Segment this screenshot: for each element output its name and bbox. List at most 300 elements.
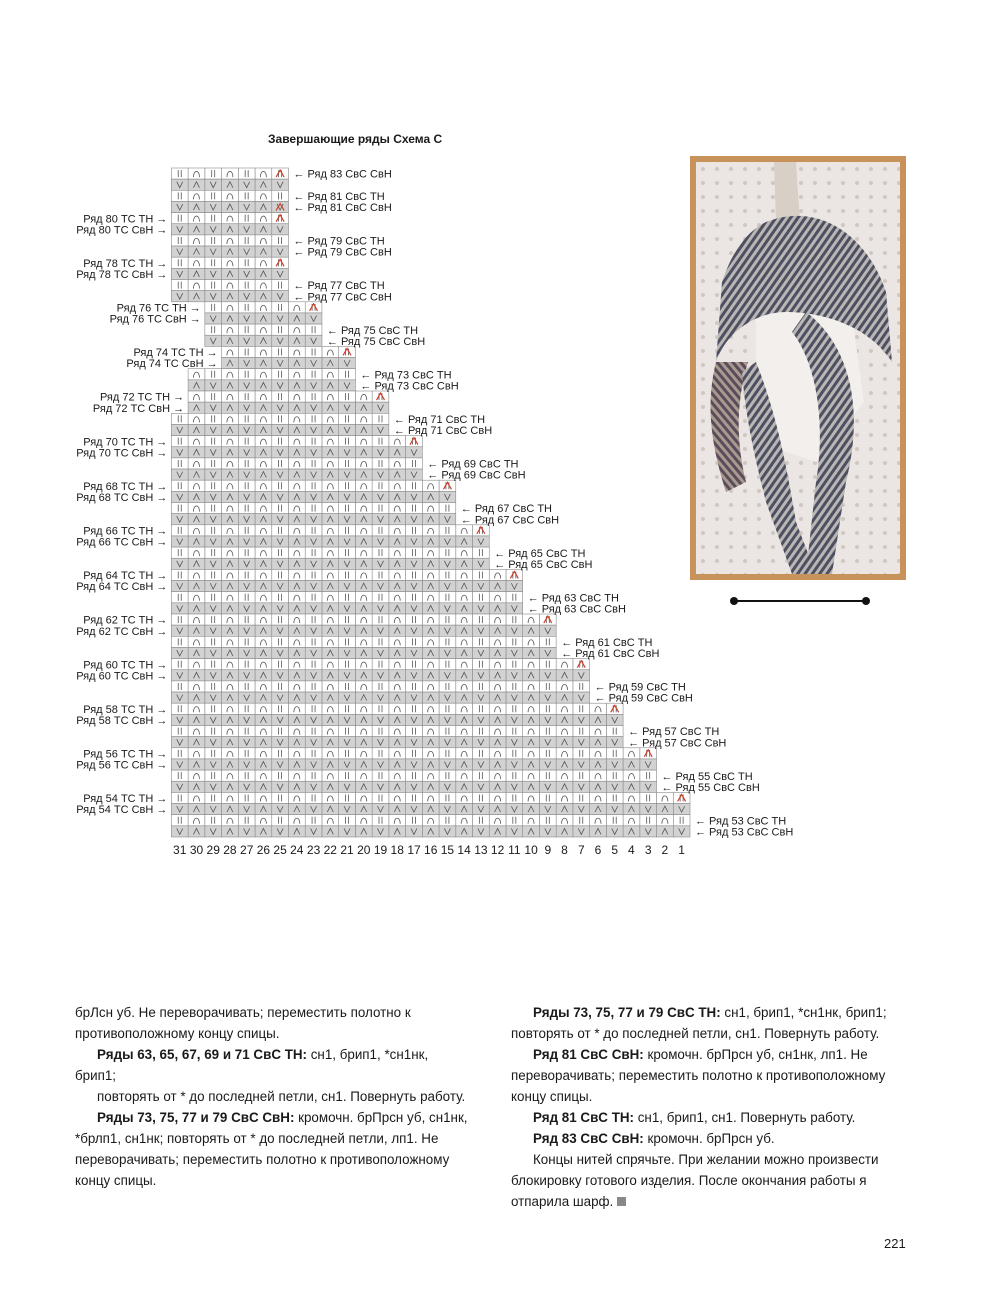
chart-cell	[322, 491, 339, 502]
chart-cell	[339, 748, 356, 759]
chart-cell	[305, 547, 322, 558]
chart-cell	[171, 213, 188, 224]
chart-cell	[539, 737, 556, 748]
chart-cell	[222, 703, 239, 714]
chart-cell	[539, 659, 556, 670]
chart-cell	[355, 458, 372, 469]
chart-cell	[222, 324, 239, 335]
chart-cell	[205, 469, 222, 480]
chart-cell	[523, 748, 540, 759]
row-label-right: ← Ряд 75 СвС ТН	[326, 324, 419, 337]
chart-cell	[305, 581, 322, 592]
chart-cell	[188, 168, 205, 179]
chart-cell	[171, 201, 188, 212]
chart-cell	[489, 714, 506, 725]
chart-cell	[456, 703, 473, 714]
chart-cell	[523, 681, 540, 692]
chart-cell	[422, 726, 439, 737]
chart-cell	[556, 826, 573, 837]
chart-cell	[188, 636, 205, 647]
chart-cell	[640, 792, 657, 803]
chart-cell	[238, 369, 255, 380]
chart-cell	[272, 224, 289, 235]
row-label-left: Ряд 76 ТС СвН →	[109, 313, 201, 326]
row-label-left: Ряд 58 ТС ТН →	[83, 703, 168, 716]
row-label-right: ← Ряд 55 СвС СвН	[661, 781, 760, 794]
chart-cell	[305, 358, 322, 369]
chart-cell	[255, 358, 272, 369]
chart-cell	[339, 358, 356, 369]
measurement-bar	[734, 600, 866, 602]
chart-cell	[355, 826, 372, 837]
chart-cell	[205, 514, 222, 525]
chart-cell	[255, 469, 272, 480]
chart-cell	[238, 770, 255, 781]
chart-cell	[222, 313, 239, 324]
chart-cell	[355, 536, 372, 547]
chart-cell	[556, 703, 573, 714]
chart-cell	[238, 201, 255, 212]
chart-cell	[188, 491, 205, 502]
row-label-right: ← Ряд 57 СвС ТН	[628, 726, 720, 739]
chart-cell	[322, 792, 339, 803]
chart-cell	[389, 770, 406, 781]
measurement-endpoint-left	[730, 597, 738, 605]
chart-cell	[272, 625, 289, 636]
row-label-left: Ряд 72 ТС СвН →	[92, 402, 185, 415]
chart-cell	[171, 257, 188, 268]
chart-cell	[272, 659, 289, 670]
chart-cell	[355, 480, 372, 491]
chart-cell	[539, 826, 556, 837]
chart-cell	[523, 726, 540, 737]
chart-cell	[523, 759, 540, 770]
chart-cell	[255, 391, 272, 402]
chart-cell	[473, 670, 490, 681]
chart-cell	[322, 380, 339, 391]
chart-cell	[222, 190, 239, 201]
chart-cell	[473, 536, 490, 547]
chart-cell	[372, 547, 389, 558]
chart-cell	[406, 647, 423, 658]
chart-cell	[355, 804, 372, 815]
chart-cell	[222, 480, 239, 491]
chart-cell	[272, 536, 289, 547]
chart-cell	[539, 781, 556, 792]
chart-cell	[171, 659, 188, 670]
chart-cell	[339, 804, 356, 815]
chart-cell	[255, 603, 272, 614]
chart-cell	[439, 603, 456, 614]
chart-cell	[305, 748, 322, 759]
chart-cell	[272, 358, 289, 369]
chart-cell	[222, 424, 239, 435]
chart-cell	[389, 714, 406, 725]
chart-cell	[171, 480, 188, 491]
chart-cell	[205, 714, 222, 725]
chart-cell	[272, 547, 289, 558]
chart-cell	[205, 190, 222, 201]
chart-cell	[456, 547, 473, 558]
chart-cell	[523, 659, 540, 670]
chart-cell	[539, 759, 556, 770]
chart-cell	[272, 692, 289, 703]
chart-cell	[255, 536, 272, 547]
chart-cell	[188, 503, 205, 514]
chart-cell	[623, 804, 640, 815]
column-number: 26	[256, 843, 271, 857]
chart-cell	[456, 815, 473, 826]
row-label-right: ← Ряд 59 СвС СвН	[594, 692, 693, 705]
chart-cell	[439, 558, 456, 569]
chart-cell	[322, 592, 339, 603]
chart-cell	[288, 536, 305, 547]
chart-cell	[322, 558, 339, 569]
chart-cell	[288, 636, 305, 647]
chart-cell	[489, 636, 506, 647]
chart-cell	[255, 491, 272, 502]
chart-cell	[205, 636, 222, 647]
chart-cell	[205, 625, 222, 636]
chart-cell	[506, 592, 523, 603]
chart-cell	[238, 614, 255, 625]
chart-cell	[205, 168, 222, 179]
chart-cell	[238, 737, 255, 748]
row-label-right: ← Ряд 83 СвС СвН	[293, 168, 392, 181]
chart-cell	[372, 636, 389, 647]
chart-cell	[171, 815, 188, 826]
chart-cell	[573, 781, 590, 792]
chart-cell	[171, 569, 188, 580]
chart-cell	[205, 313, 222, 324]
chart-cell	[339, 692, 356, 703]
chart-cell	[305, 402, 322, 413]
chart-cell	[372, 581, 389, 592]
chart-cell	[238, 547, 255, 558]
chart-cell	[339, 636, 356, 647]
chart-cell	[238, 659, 255, 670]
chart-cell	[272, 781, 289, 792]
chart-cell	[372, 659, 389, 670]
chart-cell	[205, 235, 222, 246]
chart-cell	[339, 759, 356, 770]
chart-cell	[205, 614, 222, 625]
chart-cell	[205, 491, 222, 502]
chart-cell	[539, 647, 556, 658]
chart-cell	[372, 681, 389, 692]
chart-cell	[372, 514, 389, 525]
chart-cell	[272, 614, 289, 625]
chart-cell	[288, 726, 305, 737]
chart-cell	[305, 525, 322, 536]
row-label-left: Ряд 66 ТС ТН →	[83, 525, 168, 538]
chart-cell	[355, 737, 372, 748]
chart-cell	[623, 781, 640, 792]
row-label-right: ← Ряд 71 СвС ТН	[393, 413, 486, 426]
chart-cell	[238, 335, 255, 346]
chart-cell	[272, 391, 289, 402]
chart-cell	[406, 781, 423, 792]
chart-cell	[406, 792, 423, 803]
chart-cell	[238, 480, 255, 491]
chart-cell	[238, 592, 255, 603]
chart-cell	[606, 759, 623, 770]
chart-cell	[623, 759, 640, 770]
chart-cell	[506, 692, 523, 703]
chart-cell	[339, 647, 356, 658]
chart-cell	[657, 804, 674, 815]
chart-cell	[422, 625, 439, 636]
chart-cell	[255, 402, 272, 413]
chart-cell	[372, 726, 389, 737]
chart-cell	[473, 603, 490, 614]
chart-cell	[288, 770, 305, 781]
chart-cell	[288, 603, 305, 614]
chart-cell	[473, 692, 490, 703]
chart-cell	[355, 692, 372, 703]
chart-cell	[355, 759, 372, 770]
row-label-left: Ряд 54 ТС ТН →	[83, 793, 168, 805]
chart-cell	[288, 324, 305, 335]
chart-cell	[188, 614, 205, 625]
chart-cell	[272, 748, 289, 759]
chart-cell	[222, 726, 239, 737]
row-label-left: Ряд 78 ТС СвН →	[76, 269, 168, 281]
chart-cell	[272, 268, 289, 279]
chart-cell	[205, 391, 222, 402]
chart-cell	[238, 268, 255, 279]
chart-cell	[489, 804, 506, 815]
chart-cell	[339, 402, 356, 413]
chart-cell	[322, 424, 339, 435]
chart-cell	[171, 714, 188, 725]
chart-cell	[255, 447, 272, 458]
row-label-left: Ряд 54 ТС СвН →	[76, 804, 168, 817]
chart-cell	[305, 346, 322, 357]
chart-cell	[238, 525, 255, 536]
row-label-left: Ряд 60 ТС ТН →	[83, 659, 168, 672]
chart-cell	[238, 759, 255, 770]
chart-cell	[222, 358, 239, 369]
chart-cell	[288, 681, 305, 692]
chart-cell	[456, 726, 473, 737]
chart-cell	[406, 659, 423, 670]
chart-cell	[339, 447, 356, 458]
chart-cell	[355, 647, 372, 658]
chart-cell	[322, 436, 339, 447]
chart-cell	[556, 748, 573, 759]
chart-cell	[489, 759, 506, 770]
chart-cell	[171, 603, 188, 614]
row-label-left: Ряд 58 ТС СвН →	[76, 715, 168, 727]
chart-cell	[573, 759, 590, 770]
chart-cell	[473, 636, 490, 647]
chart-cell	[473, 714, 490, 725]
chart-cell	[389, 525, 406, 536]
chart-cell	[339, 491, 356, 502]
chart-cell	[389, 581, 406, 592]
paragraph: повторять от * до последней петли, сн1. Повернуть работу.	[97, 1089, 466, 1104]
chart-cell	[171, 681, 188, 692]
chart-cell	[238, 748, 255, 759]
chart-cell	[506, 603, 523, 614]
chart-cell	[188, 659, 205, 670]
row-label-right: ← Ряд 73 СвС СвН	[360, 380, 459, 393]
chart-cell	[188, 257, 205, 268]
chart-cell	[523, 826, 540, 837]
chart-cell	[238, 235, 255, 246]
chart-cell	[188, 737, 205, 748]
chart-cell	[171, 536, 188, 547]
chart-cell	[188, 804, 205, 815]
chart-cell	[439, 592, 456, 603]
chart-cell	[171, 235, 188, 246]
paragraph: Ряд 81 СвС ТН: сн1, брип1, сн1. Повернуть работу.	[533, 1110, 856, 1125]
chart-cell	[171, 703, 188, 714]
chart-cell	[439, 792, 456, 803]
chart-cell	[188, 402, 205, 413]
chart-cell	[473, 659, 490, 670]
chart-cell	[238, 603, 255, 614]
chart-cell	[238, 647, 255, 658]
chart-cell	[489, 781, 506, 792]
chart-cell	[590, 781, 607, 792]
column-number: 3	[644, 843, 652, 857]
column-number: 21	[340, 843, 354, 857]
chart-cell	[339, 826, 356, 837]
chart-cell	[188, 235, 205, 246]
chart-cell	[372, 614, 389, 625]
chart-cell	[389, 737, 406, 748]
chart-cell	[489, 569, 506, 580]
chart-cell	[171, 614, 188, 625]
chart-cell	[305, 792, 322, 803]
chart-cell	[255, 268, 272, 279]
row-label-left: Ряд 62 ТС СвН →	[76, 625, 168, 638]
chart-cell	[372, 692, 389, 703]
chart-cell	[288, 335, 305, 346]
chart-cell	[456, 625, 473, 636]
chart-cell	[222, 536, 239, 547]
chart-cell	[422, 826, 439, 837]
chart-cell	[372, 703, 389, 714]
measurement-line	[730, 596, 870, 606]
chart-cell	[372, 480, 389, 491]
chart-cell	[606, 737, 623, 748]
chart-cell	[222, 748, 239, 759]
chart-cell	[238, 569, 255, 580]
chart-cell	[205, 302, 222, 313]
chart-cell	[322, 614, 339, 625]
chart-cell	[238, 436, 255, 447]
chart-cell	[422, 514, 439, 525]
chart-cell	[322, 581, 339, 592]
chart-cell	[372, 458, 389, 469]
chart-cell	[439, 636, 456, 647]
chart-cell	[339, 380, 356, 391]
column-number: 20	[357, 843, 371, 857]
chart-cell	[205, 647, 222, 658]
chart-cell	[322, 469, 339, 480]
chart-cell	[389, 569, 406, 580]
chart-cell	[339, 681, 356, 692]
chart-cell	[623, 826, 640, 837]
chart-cell	[506, 714, 523, 725]
chart-cell	[439, 826, 456, 837]
chart-cell	[573, 714, 590, 725]
chart-cell	[205, 592, 222, 603]
paragraph: Ряды 73, 75, 77 и 79 СвС ТН: сн1, брип1, *сн1нк, брип1; повторять от * до последней петли, сн1. Повернуть работу.	[511, 1005, 887, 1041]
chart-cell	[473, 703, 490, 714]
chart-cell	[322, 826, 339, 837]
chart-cell	[255, 514, 272, 525]
chart-cell	[222, 413, 239, 424]
chart-cell	[238, 670, 255, 681]
chart-cell	[506, 826, 523, 837]
scarf-illustration-icon	[696, 162, 900, 574]
chart-cell	[657, 826, 674, 837]
chart-cell	[355, 547, 372, 558]
chart-cell	[238, 458, 255, 469]
chart-cell	[188, 458, 205, 469]
chart-cell	[322, 659, 339, 670]
chart-cell	[205, 268, 222, 279]
chart-cell	[339, 514, 356, 525]
chart-cell	[473, 726, 490, 737]
end-mark-icon	[617, 1197, 626, 1206]
chart-cell	[222, 603, 239, 614]
chart-cell	[389, 826, 406, 837]
chart-cell	[288, 792, 305, 803]
chart-cell	[456, 781, 473, 792]
chart-cell	[255, 168, 272, 179]
chart-cell	[355, 391, 372, 402]
chart-cell	[255, 647, 272, 658]
chart-cell	[473, 737, 490, 748]
chart-cell	[272, 402, 289, 413]
chart-cell	[188, 681, 205, 692]
chart-cell	[456, 826, 473, 837]
chart-cell	[456, 714, 473, 725]
chart-cell	[188, 536, 205, 547]
chart-cell	[406, 692, 423, 703]
chart-cell	[657, 815, 674, 826]
chart-cell	[389, 692, 406, 703]
chart-cell	[238, 168, 255, 179]
chart-cell	[205, 402, 222, 413]
chart-cell	[272, 491, 289, 502]
chart-cell	[205, 670, 222, 681]
chart-cell	[305, 558, 322, 569]
chart-cell	[489, 614, 506, 625]
chart-cell	[305, 737, 322, 748]
chart-cell	[473, 792, 490, 803]
chart-cell	[255, 792, 272, 803]
chart-cell	[288, 759, 305, 770]
chart-cell	[406, 636, 423, 647]
chart-cell	[339, 625, 356, 636]
row-label-right: ← Ряд 69 СвС ТН	[427, 458, 519, 471]
chart-cell	[272, 770, 289, 781]
chart-cell	[372, 491, 389, 502]
chart-cell	[205, 569, 222, 580]
chart-cell	[188, 179, 205, 190]
chart-cell	[523, 792, 540, 803]
chart-cell	[205, 503, 222, 514]
chart-cell	[372, 569, 389, 580]
chart-cell	[272, 369, 289, 380]
chart-cell	[372, 804, 389, 815]
